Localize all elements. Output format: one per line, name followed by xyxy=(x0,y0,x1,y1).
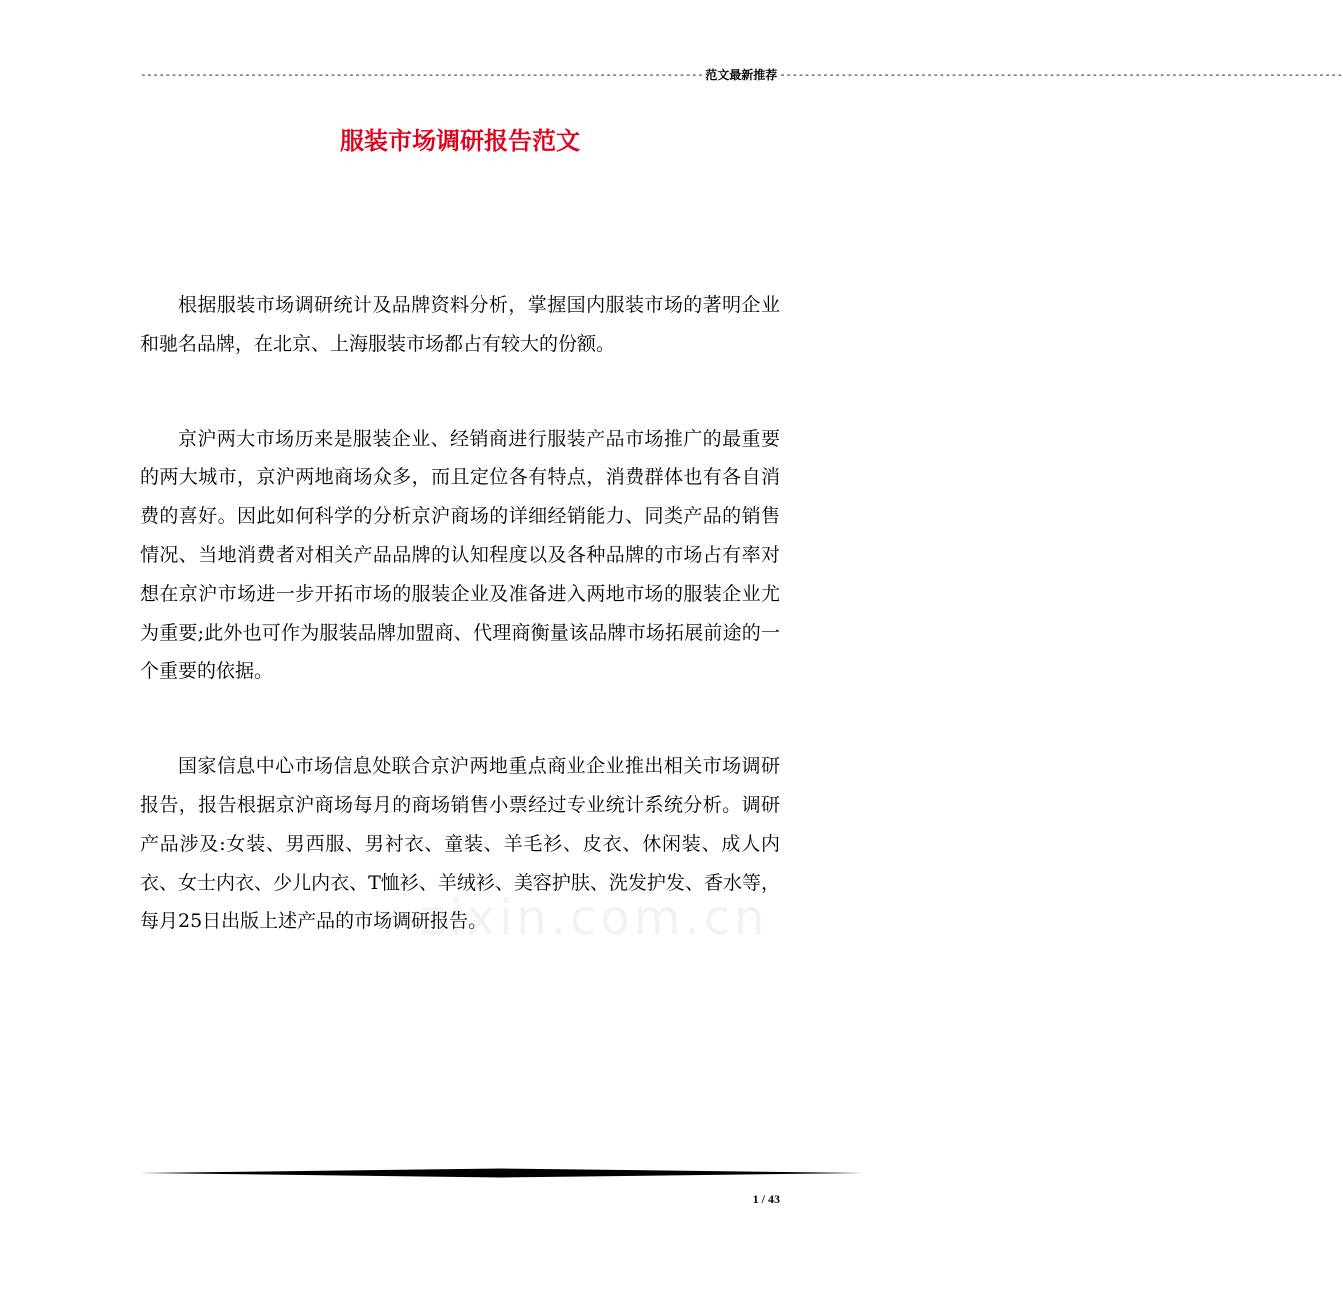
document-title: 服装市场调研报告范文 xyxy=(340,126,580,155)
watermark: zixin.com.cn xyxy=(420,890,769,946)
header-dash-left: -------------------------------------------------------------------------------------------- xyxy=(140,68,704,81)
page-header xyxy=(140,66,1343,84)
paragraph-3: 国家信息中心市场信息处联合京沪两地重点商业企业推出相关市场调研报告，报告根据京沪商场每月的商场销售小票经过专业统计系统分析。调研产品涉及:女装、男西服、男衬衣、童装、羊毛衫、皮衣、休闲装、成人内衣、女士内衣、少儿内衣、T恤衫、羊绒衫、美容护肤、洗发护发、香水等，每月25日出版上述产品的市场调研报告。 xyxy=(140,755,780,933)
paragraph-2: 京沪两大市场历来是服装企业、经销商进行服装产品市场推广的最重要的两大城市，京沪两地商场众多，而且定位各有特点，消费群体也有各自消费的喜好。因此如何科学的分析京沪商场的详细经销能力、同类产品的销售情况、当地消费者对相关产品品牌的认知程度以及各种品牌的市场占有率对想在京沪市场进一步开拓市场的服装企业及准备进入两地市场的服装企业尤为重要;此外也可作为服装品牌加盟商、代理商衡量该品牌市场拓展前途的一个重要的依据。 xyxy=(140,427,780,683)
paragraph-1: 根据服装市场调研统计及品牌资料分析，掌握国内服装市场的著明企业和驰名品牌，在北京、上海服装市场都占有较大的份额。 xyxy=(140,294,780,355)
header-label: 范文最新推荐 xyxy=(705,68,778,82)
page-number: 1 / 43 xyxy=(752,1192,780,1206)
footer-rule xyxy=(140,1168,864,1178)
header-dash-right: -------------------------------------------------------------------------------------------- xyxy=(779,68,1343,81)
